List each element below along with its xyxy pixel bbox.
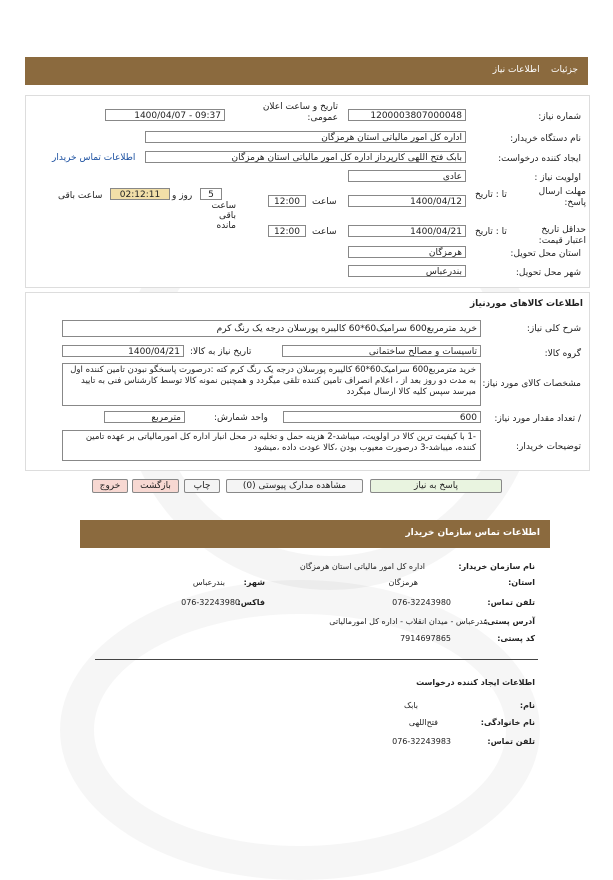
- contact-postal-label: کد پستی:: [497, 634, 535, 643]
- province-field: هرمزگان: [348, 246, 466, 258]
- qty-label: / تعداد مقدار مورد نیاز:: [494, 414, 581, 424]
- specs-label: مشخصات کالای مورد نیاز:: [482, 379, 581, 389]
- need-date-label: تاریخ نیاز به کالا:: [190, 347, 252, 357]
- validity-to-label: تا : تاریخ: [475, 227, 507, 237]
- summary-field: خرید مترمربع600 سرامیک60*60 کالیبره پورسلان درجه یک رنگ کرم: [62, 320, 481, 337]
- group-label: گروه کالا:: [544, 349, 581, 359]
- contact-fax-value: 076-32243980: [181, 598, 240, 607]
- need-number-field: 1200003807000048: [348, 109, 466, 121]
- announce-label: تاریخ و ساعت اعلان عمومی:: [262, 102, 338, 123]
- unit-field: مترمربع: [104, 411, 185, 423]
- contact-address-value: بندرعباس - میدان انقلاب - اداره کل امورمالیاتی: [329, 617, 488, 626]
- group-field: تاسیسات و مصالح ساختمانی: [282, 345, 481, 357]
- creator-field: بابک فتح اللهی کارپرداز اداره کل امور مالیاتی استان هرمزگان: [145, 151, 466, 163]
- contact-fax-label: فاکس:: [237, 598, 265, 607]
- creator-phone-value: 076-32243983: [392, 737, 451, 746]
- contact-header: [80, 520, 550, 548]
- contact-city-label: شهر:: [243, 578, 265, 587]
- days-field: 5: [200, 188, 222, 200]
- province-label: استان محل تحویل:: [510, 249, 581, 259]
- priority-label: اولویت نیاز :: [534, 173, 581, 183]
- deadline-date-field: 1400/04/12: [348, 195, 466, 207]
- deadline-time-label: ساعت: [312, 197, 337, 207]
- unit-label: واحد شمارش:: [214, 413, 268, 423]
- creator-family-label: نام خانوادگی:: [480, 718, 535, 727]
- validity-time-field: 12:00: [268, 225, 306, 237]
- creator-family-value: فتح‌اللهی: [408, 718, 438, 727]
- contact-phone-label: تلفن تماس:: [487, 598, 535, 607]
- breadcrumb: [493, 65, 578, 75]
- creator-info-title: اطلاعات ایجاد کننده درخواست: [416, 678, 535, 687]
- desc-label: توضیحات خریدار:: [515, 442, 581, 452]
- need-date-field: 1400/04/21: [62, 345, 184, 357]
- back-button[interactable]: بازگشت: [132, 479, 179, 493]
- deadline-time-field: 12:00: [268, 195, 306, 207]
- contact-province-value: هرمزگان: [388, 578, 418, 587]
- summary-label: شرح کلی نیاز:: [526, 324, 581, 334]
- contact-header-title: اطلاعات تماس سازمان خریدار: [405, 528, 540, 538]
- creator-phone-label: تلفن تماس:: [487, 737, 535, 746]
- city-field: بندرعباس: [348, 265, 466, 277]
- creator-name-value: بابک: [403, 701, 418, 710]
- days-label: روز و: [172, 191, 193, 201]
- buyer-org-label: نام دستگاه خریدار:: [510, 134, 581, 144]
- contact-province-label: استان:: [508, 578, 535, 587]
- priority-field: عادی: [348, 170, 466, 182]
- validity-label: حداقل تاریخ اعتبار قیمت:: [538, 225, 586, 246]
- contact-org-label: نام سازمان خریدار:: [458, 562, 535, 571]
- print-button[interactable]: چاپ: [184, 479, 220, 493]
- validity-date-field: 1400/04/21: [348, 225, 466, 237]
- specs-field: خرید مترمربع600 سرامیک60*60 کالیبره پورسلان درجه یک رنگ کرم کته :درصورت پاسخگو نبودن تامین کننده اول به مدت دو روز بعد از ، اعلام انصراف تامین کننده تلقی میگردد و همچنین نمونه کالا توسط کارشناس فنی به تایید میرسد سپس کلیه کالا ارسال میگردد: [62, 363, 481, 406]
- attachments-button[interactable]: مشاهده مدارک پیوستی (0): [226, 479, 363, 493]
- contact-city-value: بندرعباس: [192, 578, 225, 587]
- contact-phone-value: 076-32243980: [392, 598, 451, 607]
- reply-button[interactable]: پاسخ به نیاز: [370, 479, 502, 493]
- buyer-org-field: اداره کل امور مالیاتی استان هرمزگان: [145, 131, 466, 143]
- buyer-contact-link[interactable]: اطلاعات تماس خریدار: [52, 153, 136, 163]
- breadcrumb-need-info[interactable]: اطلاعات نیاز: [492, 65, 540, 75]
- breadcrumb-details[interactable]: جزئیات: [551, 65, 578, 75]
- contact-postal-value: 7914697865: [400, 634, 451, 643]
- creator-label: ایجاد کننده درخواست:: [498, 154, 581, 164]
- need-number-label: شماره نیاز:: [538, 112, 581, 122]
- contact-address-label: آدرس پستی:: [484, 617, 535, 626]
- goods-section-title: اطلاعات کالاهای موردنیاز: [469, 299, 583, 309]
- deadline-label: مهلت ارسال پاسخ:: [538, 187, 586, 208]
- contact-org-value: اداره کل امور مالیاتی استان هرمزگان: [299, 562, 425, 571]
- city-label: شهر محل تحویل:: [515, 268, 581, 278]
- announce-field: 1400/04/07 - 09:37: [105, 109, 225, 121]
- validity-time-label: ساعت: [312, 227, 337, 237]
- remaining-label: ساعت باقی مانده: [211, 201, 236, 231]
- deadline-to-label: تا : تاریخ: [475, 190, 507, 200]
- creator-name-label: نام:: [519, 701, 535, 710]
- remaining-time-field: 02:12:11: [110, 188, 170, 200]
- qty-field: 600: [283, 411, 481, 423]
- remaining-hours-label: ساعت باقی: [58, 191, 103, 201]
- exit-button[interactable]: خروج: [92, 479, 128, 493]
- contact-divider: [95, 659, 538, 660]
- desc-field: -1 با کیفیت ترین کالا در اولویت، میباشد-2 هزینه حمل و تخلیه در محل انبار اداره کل امورمالیاتی بر عهده تامین کننده، میباشد-3 درصورت معیوب بودن ،کالا عودت داده ،میشود: [62, 430, 481, 461]
- top-bar: [25, 57, 588, 85]
